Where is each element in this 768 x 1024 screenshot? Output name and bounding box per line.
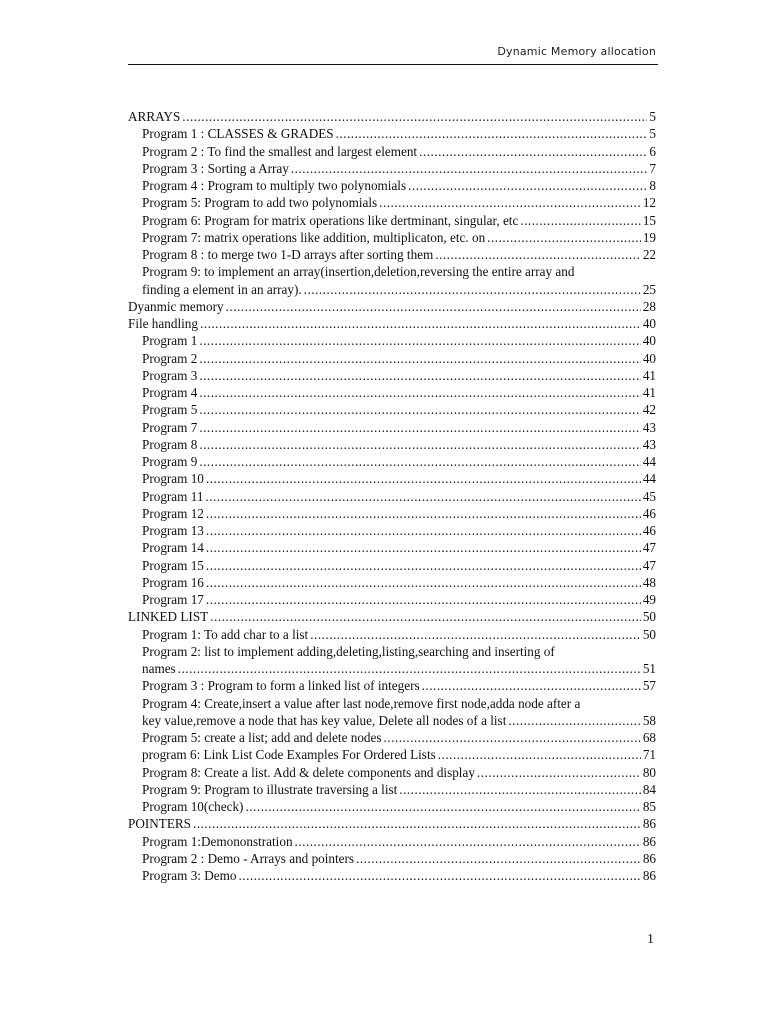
toc-entry-file-program-13[interactable]: Program 13 ..... 46 [128,522,656,539]
toc-entry-arrays-program-8[interactable]: Program 8 : to merge two 1-D arrays after sorting them ..... 22 [128,246,656,263]
toc-entry-linked-program-2-line-1[interactable]: Program 2: list to implement adding,deleting,listing,searching and inserting of [142,643,555,659]
toc-entry-arrays[interactable]: ARRAYS ..... 5 [128,108,656,125]
toc-entry-file-program-9[interactable]: Program 9 ..... 44 [128,453,656,470]
toc-entry-file-program-16[interactable]: Program 16 ..... 48 [128,574,656,591]
toc-entry-file-program-5[interactable]: Program 5 ..... 42 [128,401,656,418]
toc-entry-file-program-12[interactable]: Program 12 ..... 46 [128,505,656,522]
toc-entry-dynamic-memory[interactable]: Dyanmic memory ..... 28 [128,298,656,315]
toc-entry-linked-program-4[interactable]: key value,remove a node that has key value, Delete all nodes of a list ..... 58 [128,712,656,729]
toc-entry-file-program-10[interactable]: Program 10 ..... 44 [128,470,656,487]
toc-entry-linked-program-10[interactable]: Program 10(check) ..... 85 [128,798,656,815]
toc-entry-linked-program-6[interactable]: program 6: Link List Code Examples For Ordered Lists ..... 71 [128,746,656,763]
toc-entry-pointers-program-1[interactable]: Program 1:Demononstration ..... 86 [128,833,656,850]
toc-entry-linked-program-3[interactable]: Program 3 : Program to form a linked list of integers ..... 57 [128,677,656,694]
table-of-contents [128,108,656,884]
toc-entry-file-program-7[interactable]: Program 7 ..... 43 [128,419,656,436]
toc-entry-arrays-program-5[interactable]: Program 5: Program to add two polynomials ..... 12 [128,194,656,211]
toc-entry-file-handling[interactable]: File handling ..... 40 [128,315,656,332]
toc-entry-linked-program-5[interactable]: Program 5: create a list; add and delete nodes ..... 68 [128,729,656,746]
toc-entry-linked-program-8[interactable]: Program 8: Create a list. Add & delete components and display ..... 80 [128,764,656,781]
toc-entry-file-program-3[interactable]: Program 3 ..... 41 [128,367,656,384]
toc-entry-file-program-1[interactable]: Program 1 ..... 40 [128,332,656,349]
toc-entry-arrays-program-9-line-1[interactable]: Program 9: to implement an array(insertion,deletion,reversing the entire array and [142,264,575,280]
toc-entry-arrays-program-6[interactable]: Program 6: Program for matrix operations like dertminant, singular, etc ..... 15 [128,212,656,229]
toc-entry-linked-list[interactable]: LINKED LIST ..... 50 [128,608,656,625]
header-rule [128,64,658,65]
running-header: Dynamic Memory allocation [497,45,656,58]
toc-entry-linked-program-4-line-1[interactable]: Program 4: Create,insert a value after last node,remove first node,adda node after a [142,695,581,711]
page-number: 1 [647,932,654,947]
toc-entry-file-program-11[interactable]: Program 11 ..... 45 [128,488,656,505]
toc-entry-pointers-program-3[interactable]: Program 3: Demo ..... 86 [128,867,656,884]
toc-entry-arrays-program-3[interactable]: Program 3 : Sorting a Array ..... 7 [128,160,656,177]
toc-entry-linked-program-1[interactable]: Program 1: To add char to a list ..... 50 [128,626,656,643]
toc-entry-arrays-program-2[interactable]: Program 2 : To find the smallest and largest element ..... 6 [128,143,656,160]
toc-entry-linked-program-2[interactable]: names ..... 51 [128,660,656,677]
toc-entry-file-program-17[interactable]: Program 17 ..... 49 [128,591,656,608]
toc-entry-file-program-4[interactable]: Program 4 ..... 41 [128,384,656,401]
toc-entry-file-program-14[interactable]: Program 14 ..... 47 [128,539,656,556]
toc-entry-pointers-program-2[interactable]: Program 2 : Demo - Arrays and pointers ..... 86 [128,850,656,867]
toc-entry-arrays-program-9[interactable]: finding a element in an array). ..... 25 [128,281,656,298]
toc-entry-file-program-2[interactable]: Program 2 ..... 40 [128,350,656,367]
toc-entry-linked-program-9[interactable]: Program 9: Program to illustrate traversing a list ..... 84 [128,781,656,798]
toc-entry-pointers[interactable]: POINTERS ..... 86 [128,815,656,832]
toc-entry-file-program-8[interactable]: Program 8 ..... 43 [128,436,656,453]
toc-entry-arrays-program-1[interactable]: Program 1 : CLASSES & GRADES ..... 5 [128,125,656,142]
toc-entry-arrays-program-4[interactable]: Program 4 : Program to multiply two polynomials ..... 8 [128,177,656,194]
toc-entry-arrays-program-7[interactable]: Program 7: matrix operations like addition, multiplicaton, etc. on ..... 19 [128,229,656,246]
toc-entry-file-program-15[interactable]: Program 15 ..... 47 [128,557,656,574]
